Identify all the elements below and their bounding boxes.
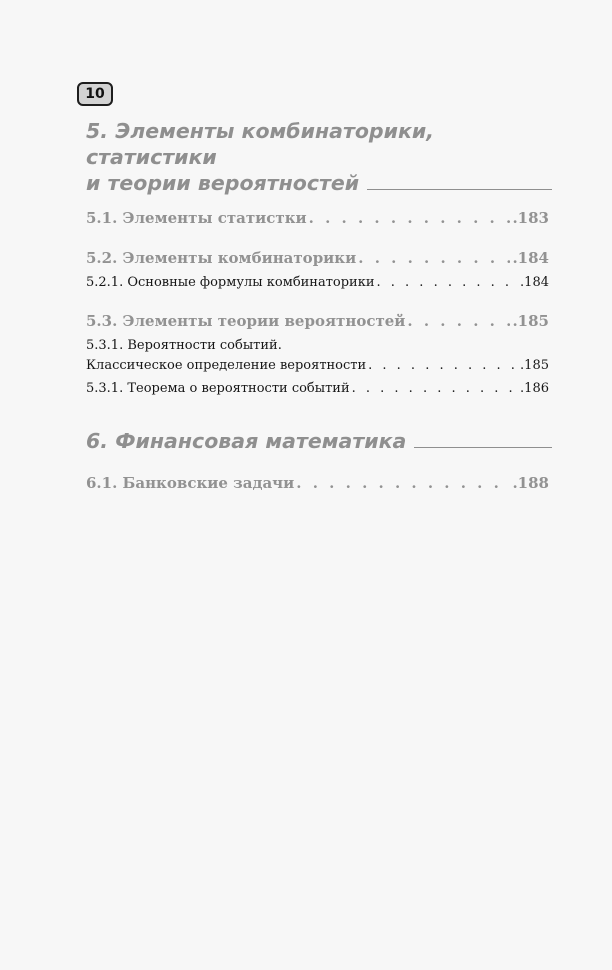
chapter-6-title-text: 6. Финансовая математика: [86, 429, 407, 453]
toc-entry-page: .184: [512, 249, 549, 267]
toc-entry-5-3[interactable]: [86, 312, 549, 330]
toc-leader-dots: [352, 381, 518, 396]
toc-entry-label: 6.1. Банковские задачи: [86, 474, 295, 492]
toc-entry-label: Классическое определение вероятности: [86, 358, 367, 373]
chapter-6-heading: [86, 428, 552, 454]
toc-entry-5-3-1-theorem[interactable]: [86, 381, 549, 396]
toc-leader-dots: [296, 474, 510, 492]
chapter-5-title-line-3: [86, 170, 552, 196]
toc-entry-label: 5.3. Элементы теории вероятностей: [86, 312, 406, 330]
page-number-badge: 10: [77, 82, 113, 106]
toc-entry-5-3-1-line-2[interactable]: [86, 358, 549, 373]
toc-entry-5-2[interactable]: [86, 249, 549, 267]
toc-entry-page: .185: [512, 312, 549, 330]
toc-entry-label: 5.2. Элементы комбинаторики: [86, 249, 357, 267]
toc-entry-label: 5.1. Элементы статистки: [86, 209, 307, 227]
chapter-5-rule: [367, 189, 552, 190]
toc-entry-label: 5.2.1. Основные формулы комбинаторики: [86, 275, 375, 290]
toc-entry-page: .183: [512, 209, 549, 227]
toc-leader-dots: [358, 249, 510, 267]
chapter-5-title-line-1: 5. Элементы комбинаторики,: [86, 119, 435, 143]
toc-entry-page: .184: [520, 275, 549, 290]
chapter-5-title-line-2: статистики: [86, 145, 217, 169]
toc-entry-5-3-1-line-1[interactable]: 5.3.1. Вероятности событий.: [86, 338, 282, 353]
toc-entry-page: .188: [512, 474, 549, 492]
chapter-6-rule: [414, 447, 552, 448]
toc-entry-5-1[interactable]: [86, 209, 549, 227]
chapter-5-title-line-3-text: и теории вероятностей: [86, 171, 360, 195]
toc-leader-dots: [309, 209, 511, 227]
toc-entry-page: .186: [520, 381, 549, 396]
toc-entry-label: 5.3.1. Теорема о вероятности событий: [86, 381, 350, 396]
toc-leader-dots: [407, 312, 510, 330]
toc-entry-page: .185: [520, 358, 549, 373]
toc-entry-6-1[interactable]: [86, 474, 549, 492]
toc-entry-5-2-1[interactable]: [86, 275, 549, 290]
chapter-6-title-line: [86, 428, 552, 454]
toc-leader-dots: [368, 358, 518, 373]
toc-leader-dots: [377, 275, 519, 290]
chapter-5-heading: [86, 118, 552, 196]
